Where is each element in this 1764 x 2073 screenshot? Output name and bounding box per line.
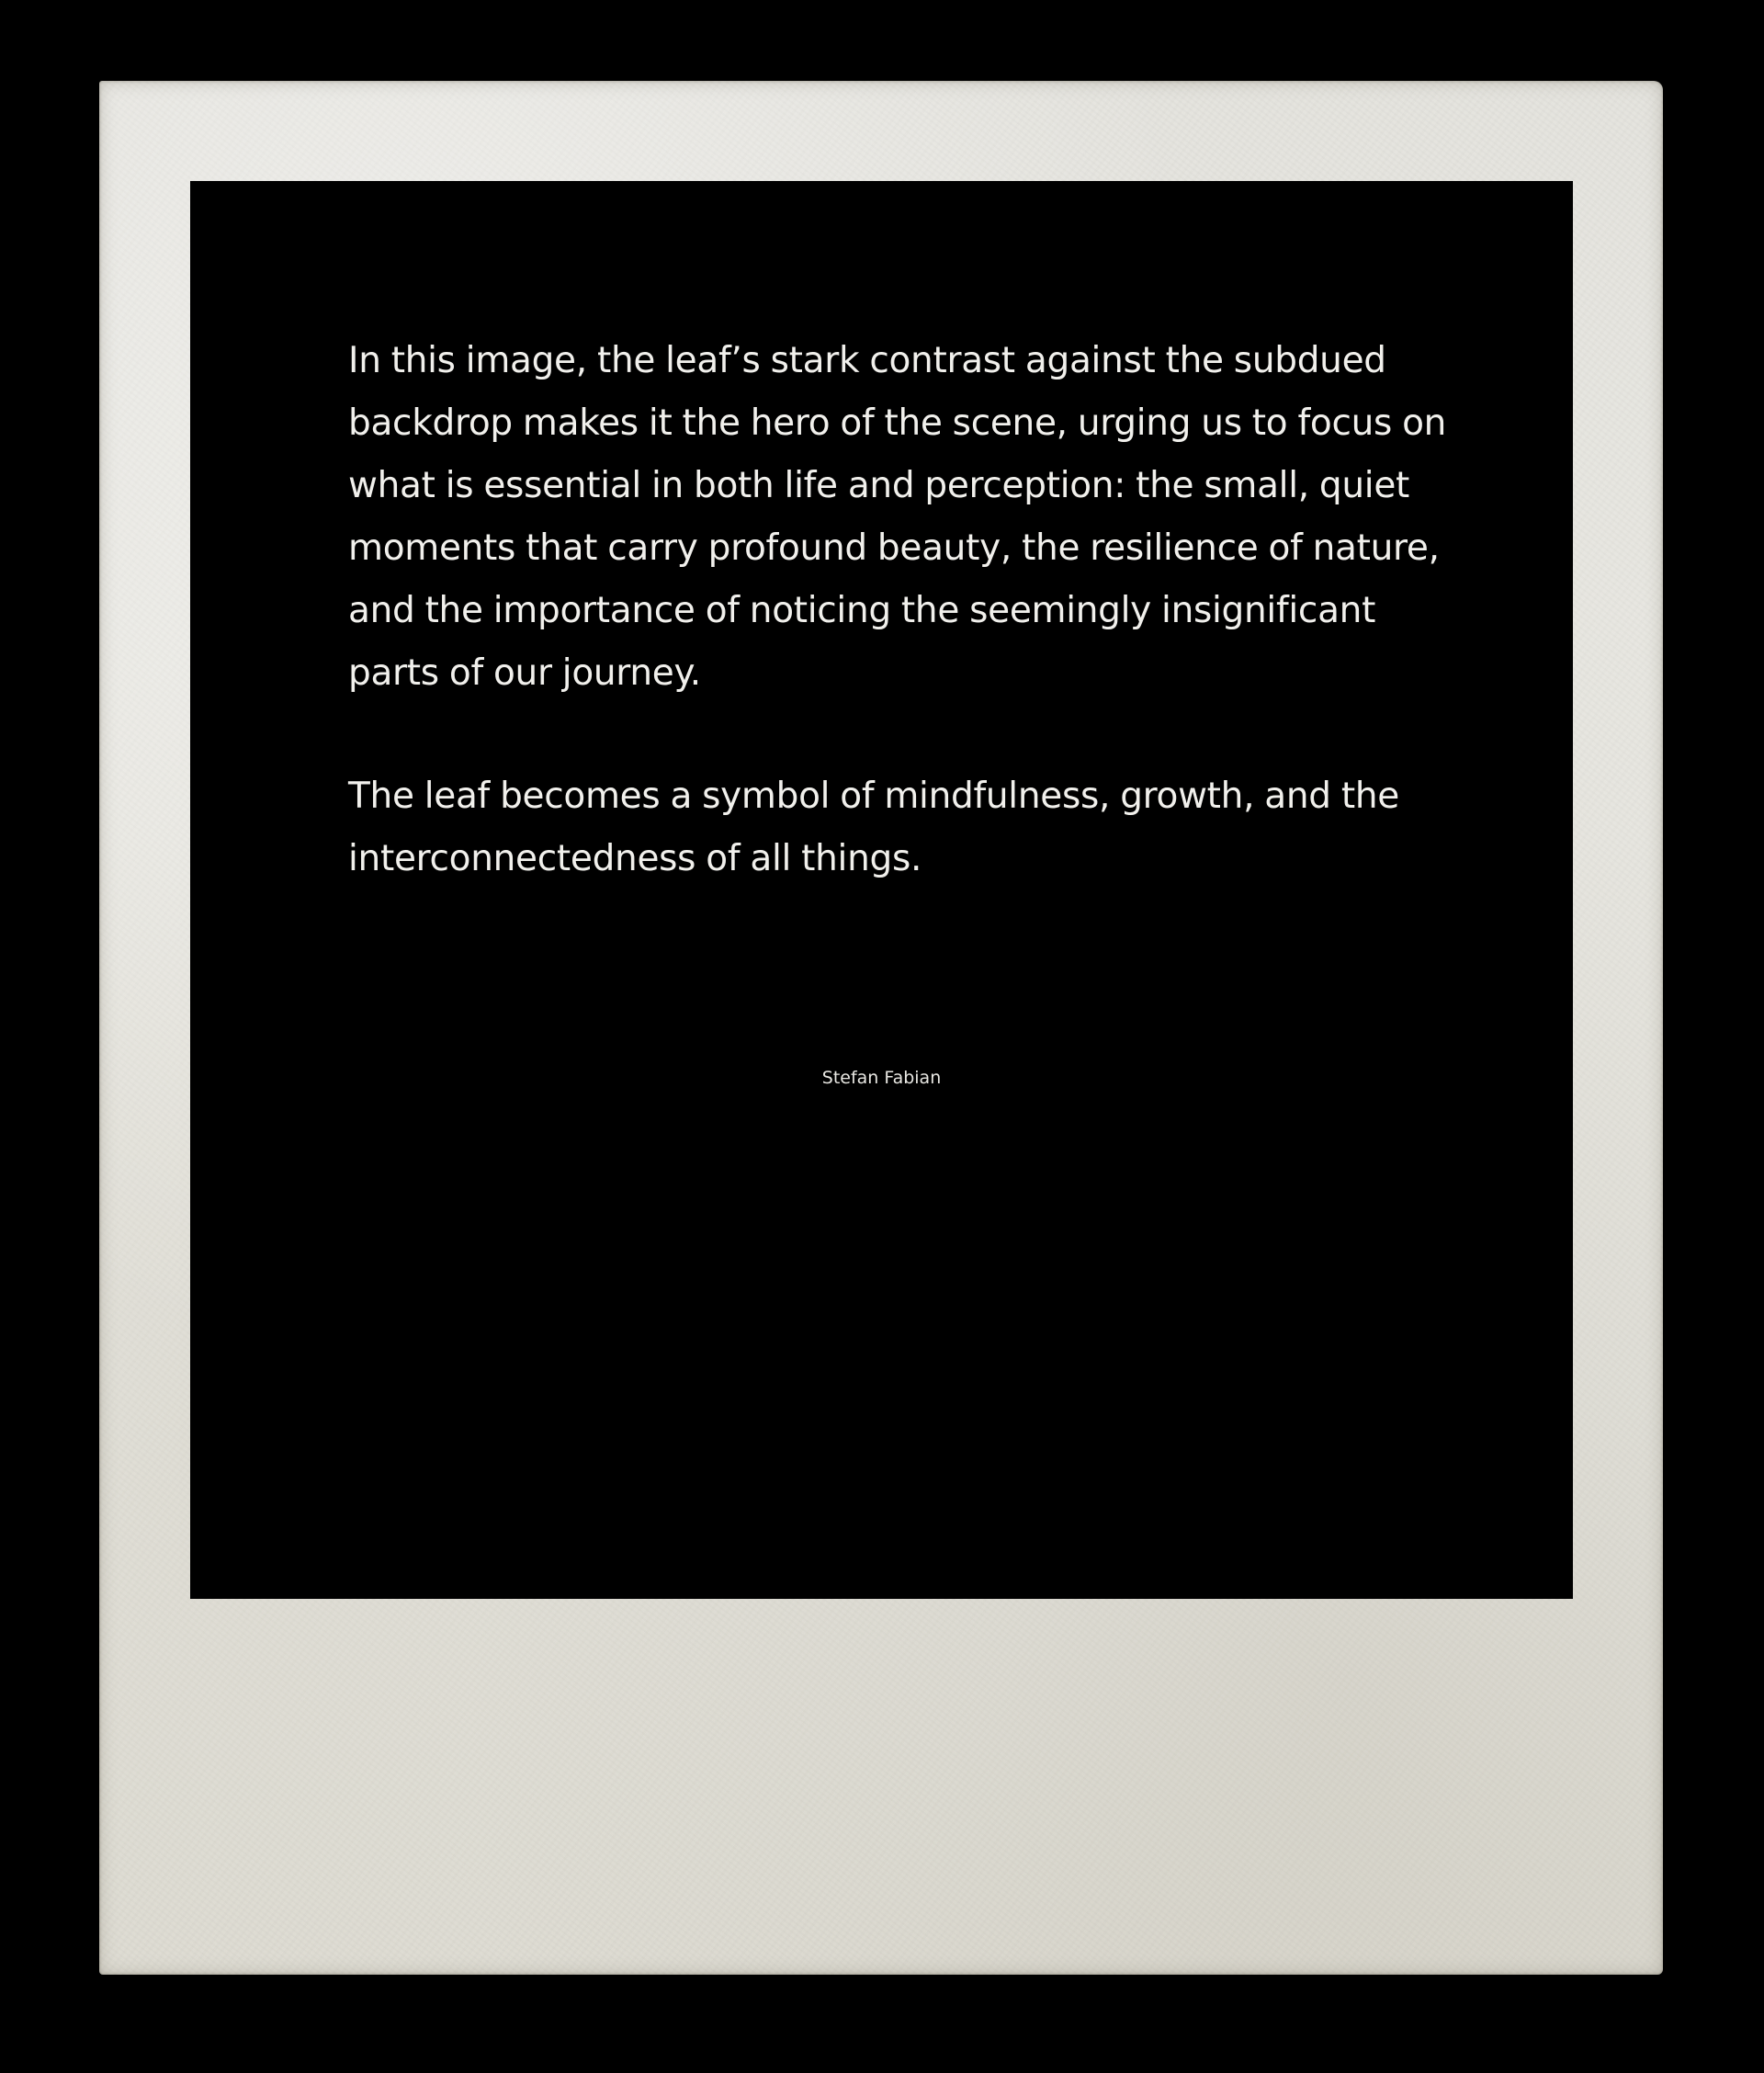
caption-paragraph-2: The leaf becomes a symbol of mindfulness, growth, and the interconnectedness of all things.: [348, 776, 1399, 879]
author-name: Stefan Fabian: [821, 1068, 942, 1088]
photo-area: [190, 181, 1573, 1599]
caption-paragraph-1: In this image, the leaf’s stark contrast against the subdued backdrop makes it the hero of the scene, urging us to focus on what is essential in both life and perception: the small, quiet moments that carry profound beauty, the resilience of nature, and the importance of noticing the seemingly insignificant parts of our journey.: [348, 340, 1447, 694]
polaroid-frame: [99, 81, 1663, 1975]
caption-text: [348, 330, 1469, 890]
